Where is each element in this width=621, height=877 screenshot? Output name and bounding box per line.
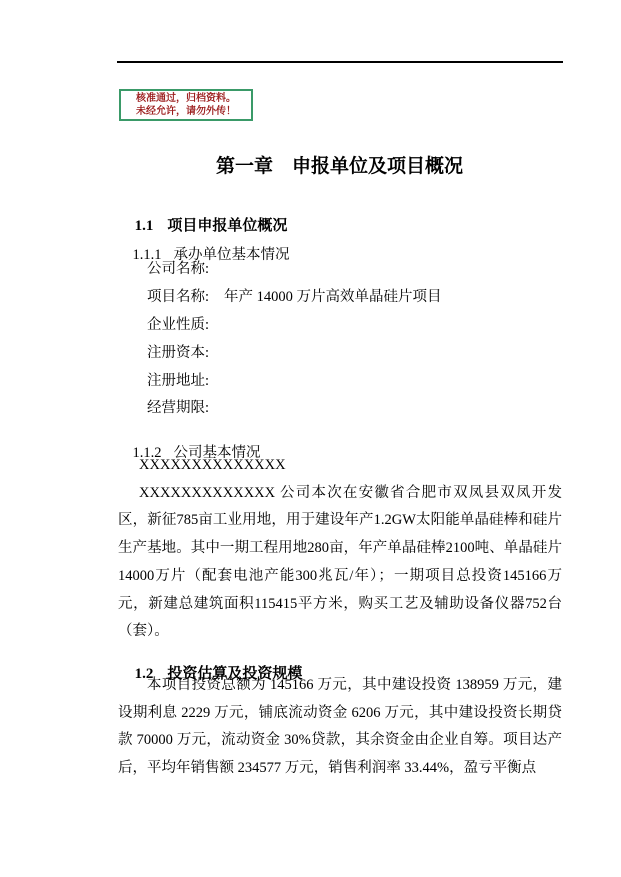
- chapter-title: 第一章 申报单位及项目概况: [215, 156, 463, 177]
- field-label: 注册资本:: [147, 344, 210, 361]
- field-label: 公司名称:: [147, 261, 210, 278]
- section-title-text: 项目申报单位概况: [167, 217, 288, 234]
- company-overview-paragraph: XXXXXXXXXXXXX 公司本次在安徽省合肥市双凤县双凤开发区，新征785亩工业用地，用于建设年产1.2GW太阳能单晶硅棒和硅片生产基地。其中一期工程用地280亩，年产单晶硅棒2100吨、单晶硅片14000万片（配套电池产能300兆瓦/年）；一期项目总投资145166万元，新建总建筑面积115415平方米，购买工艺及辅助设备仪器752台（套）。: [118, 484, 562, 640]
- field-row: [147, 282, 567, 310]
- field-label: 注册地址:: [147, 372, 210, 389]
- stamp-line-2: 未经允许，请勿外传！: [136, 106, 236, 117]
- section-title-text: 投资估算及投资规模: [167, 665, 303, 682]
- company-overview-paragraphs: [118, 452, 562, 646]
- field-row: [147, 337, 567, 365]
- approval-stamp: [119, 89, 253, 121]
- field-label: 经营期限:: [147, 400, 210, 417]
- section-number: 1.1: [134, 218, 154, 234]
- section-number: 1.1.2: [132, 445, 162, 461]
- company-info-fields: [147, 254, 567, 421]
- field-value: 年产 14000 万片高效单晶硅片项目: [224, 289, 442, 306]
- section-number: 1.1.1: [132, 247, 162, 263]
- section-title-text: 承办单位基本情况: [173, 247, 290, 263]
- field-row: [147, 393, 567, 421]
- header-rule: [117, 61, 563, 63]
- investment-paragraph: 本项目投资总额为 145166 万元，其中建设投资 138959 万元，建设期利息 2229 万元，铺底流动资金 6206 万元，其中建设投资长期贷款 70000 万元，流动资金 30%贷款，其余资金由企业自筹。项目达产后，平均年销售额 234577 万元，销售利润率 33.44%，盈亏平衡点: [118, 677, 562, 777]
- company-name-placeholder-line: XXXXXXXXXXXXXX: [139, 457, 286, 473]
- stamp-line-1: 核准通过，归档资料。: [136, 93, 236, 104]
- investment-paragraph-block: [118, 672, 562, 783]
- section-title-text: 公司基本情况: [173, 445, 261, 461]
- field-row: [147, 310, 567, 338]
- section-number: 1.2: [134, 666, 154, 682]
- field-row: [147, 365, 567, 393]
- field-label: 项目名称:: [147, 289, 210, 306]
- field-row: [147, 254, 567, 282]
- field-label: 企业性质:: [147, 316, 210, 333]
